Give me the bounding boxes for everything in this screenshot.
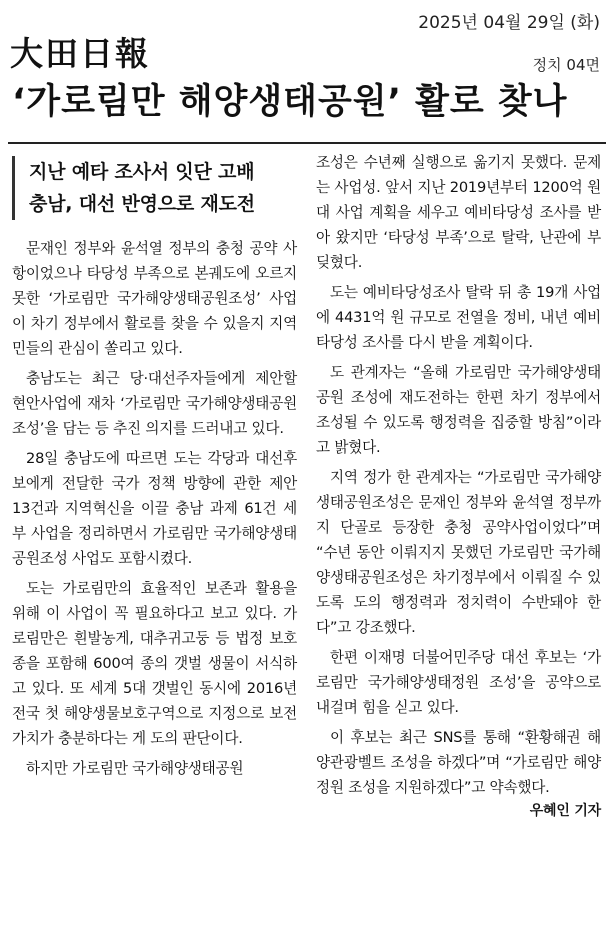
article-column-left [12,150,297,786]
article-paragraph: 28일 충남도에 따르면 도는 각당과 대선후보에게 전달한 국가 정책 방향에 관한 제안 13건과 지역혁신을 이끌 충남 과제 61건 세부 사업을 정리하면서 가로림만 국가해양생태공원조성 사업도 포함시켰다. [12,450,297,567]
article-paragraph: 하지만 가로림만 국가해양생태공원 [26,760,244,777]
article-paragraph: 충남도는 최근 당·대선주자들에게 제안할 현안사업에 재차 ‘가로림만 국가해양생태공원조성’을 담는 등 추진 의지를 드러내고 있다. [12,370,297,437]
subheadline-line-1: 지난 예타 조사서 잇단 고배 [29,161,255,183]
article-paragraph: 한편 이재명 더불어민주당 대선 후보는 ‘가로림만 국가해양생태정원 조성’을 공약으로 내걸며 힘을 싣고 있다. [316,649,601,716]
article-paragraph: 지역 정가 한 관계자는 “가로림만 국가해양생태공원조성은 문재인 정부와 윤석열 정부까지 단골로 등장한 충청 공약사업이었다”며 “수년 동안 이뤄지지 못했던 가로림만 국가해양생태공원조성은 차기정부에서 이뤄질 수 있도록 도의 행정력과 정치력이 수반돼야 한다”고 강조했다. [316,469,601,636]
article-paragraph: 문재인 정부와 윤석열 정부의 충청 공약 사항이었으나 타당성 부족으로 본궤도에 오르지 못한 ‘가로림만 국가해양생태공원조성’ 사업이 차기 정부에서 활로를 찾을 수 있을지 지역민들의 관심이 쏠리고 있다. [12,240,297,357]
article-subheadline [12,156,297,220]
publication-date: 2025년 04월 29일 (화) [418,13,600,33]
article-headline: ‘가로림만 해양생태공원’ 활로 찾나 [12,82,568,122]
headline-divider [8,142,606,144]
article-paragraph: 도는 예비타당성조사 탈락 뒤 총 19개 사업에 4431억 원 규모로 전열을 정비, 내년 예비타당성 조사를 다시 받을 계획이다. [316,284,601,351]
article-byline: 우혜인 기자 [529,803,601,819]
article-paragraph: 도는 가로림만의 효율적인 보존과 활용을 위해 이 사업이 꼭 필요하다고 보고 있다. 가로림만은 흰발농게, 대추귀고둥 등 법정 보호종을 포함해 600여 종의 갯벌 생물이 서식하고 있다. 또 세계 5대 갯벌인 동시에 2016년 전국 첫 해양생물보호구역으로 지정으로 보전가치가 충분하다는 게 도의 판단이다. [12,580,297,747]
subheadline-line-2: 충남, 대선 반영으로 재도전 [29,193,255,215]
article-paragraph: 이 후보는 최근 SNS를 통해 “환황해권 해양관광벨트 조성을 하겠다”며 “가로림만 해양정원 조성을 지원하겠다”고 약속했다. [316,729,601,796]
section-page-label: 정치 04면 [532,56,600,74]
article-paragraph: 조성은 수년째 실행으로 옮기지 못했다. 문제는 사업성. 앞서 지난 2019년부터 1200억 원대 사업 계획을 세우고 예비타당성 조사를 받아 왔지만 ‘타당성 부족’으로 탈락, 난관에 부딪혔다. [316,154,601,271]
newspaper-masthead: 大田日報 [10,34,150,73]
article-paragraph: 도 관계자는 “올해 가로림만 국가해양생태공원 조성에 재도전하는 한편 차기 정부에서 조성될 수 있도록 행정력을 집중할 방침”이라고 밝혔다. [316,364,601,456]
article-column-right [316,150,601,824]
